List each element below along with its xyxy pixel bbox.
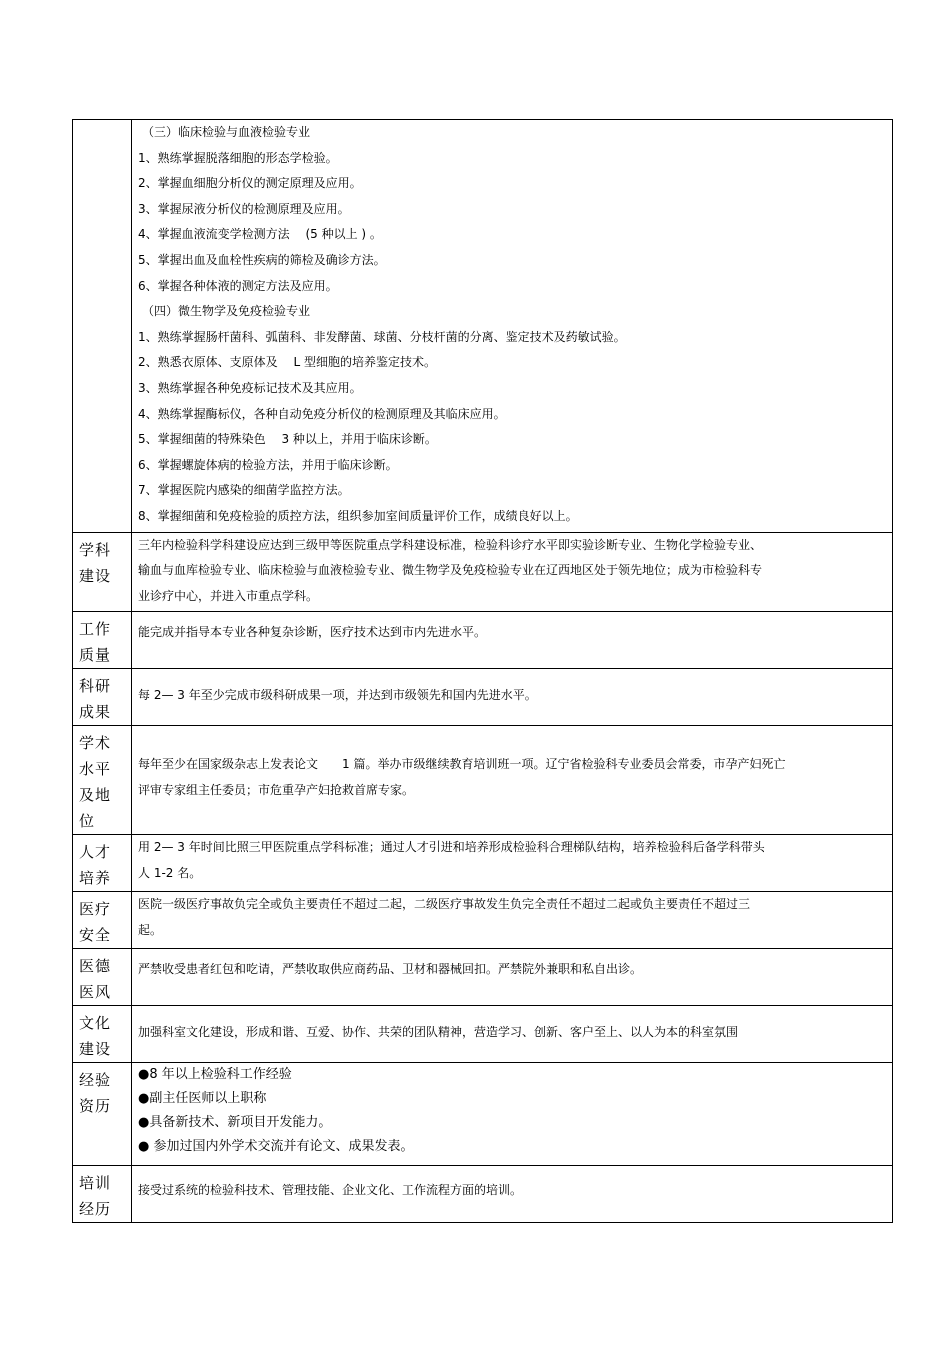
section-work-quality-content-cell: [132, 612, 893, 669]
content-line: 1、熟练掌握肠杆菌科、弧菌科、非发酵菌、球菌、分枝杆菌的分离、鉴定技术及药敏试验。: [138, 329, 626, 344]
content-line: 加强科室文化建设，形成和谐、互爱、协作、共荣的团队精神，营造学习、创新、客户至上、以人为本的科室氛围: [138, 1025, 739, 1040]
row-label: [73, 612, 131, 668]
section-training-label-cell: [73, 1166, 132, 1223]
row-label-line: 医德: [79, 957, 112, 976]
row-label-line: 医疗: [79, 900, 112, 919]
section-academic-level-row: [73, 726, 893, 835]
section-research-results-content-cell: [132, 669, 893, 726]
section-medical-safety-content-cell: [132, 892, 893, 949]
row-label: [73, 726, 131, 834]
row-label-line: 建设: [79, 1040, 112, 1059]
content-line: 2、掌握血细胞分析仪的测定原理及应用。: [138, 176, 362, 191]
section-experience-label-cell: [73, 1063, 132, 1166]
row-label-line: 培养: [79, 869, 112, 888]
row-label-line: 学术: [79, 734, 112, 753]
content-line: 6、掌握各种体液的测定方法及应用。: [138, 278, 338, 293]
section-talent-training-row: [73, 835, 893, 892]
content-line: 评审专家组主任委员；市危重孕产妇抢救首席专家。: [138, 782, 415, 797]
section-culture-building-content-cell: [132, 1006, 893, 1063]
section-academic-level-content-cell: [132, 726, 893, 835]
content-line: ●具备新技术、新项目开发能力。: [138, 1115, 332, 1131]
content-line: 输血与血库检验专业、临床检验与血液检验专业、微生物学及免疫检验专业在辽西地区处于领先地位；成为市检验科专: [138, 563, 763, 578]
row-label-line: 及地: [79, 786, 112, 805]
content-line: 3、掌握尿液分析仪的检测原理及应用。: [138, 201, 350, 216]
content-line: （四）微生物学及免疫检验专业: [142, 304, 311, 319]
row-label-line: 质量: [79, 646, 112, 665]
row-label: [73, 669, 131, 725]
content-line: 业诊疗中心，并进入市重点学科。: [138, 588, 319, 603]
section-research-results-row: [73, 669, 893, 726]
content-line: 用 2— 3 年时间比照三甲医院重点学科标准；通过人才引进和培养形成检验科合理梯队结构，培养检验科后备学科带头: [138, 840, 765, 855]
row-label-line: 水平: [79, 760, 112, 779]
row-label-line: 医风: [79, 983, 112, 1002]
row-label: [73, 1166, 131, 1222]
section-research-results-label-cell: [73, 669, 132, 726]
row-label-line: 位: [79, 812, 96, 831]
content-line: 每 2— 3 年至少完成市级科研成果一项，并达到市级领先和国内先进水平。: [138, 688, 537, 703]
content-line: 严禁收受患者红包和吃请，严禁收取供应商药品、卫材和器械回扣。严禁院外兼职和私自出诊。: [138, 962, 643, 977]
content-line: 三年内检验科学科建设应达到三级甲等医院重点学科建设标准，检验科诊疗水平即实验诊断专业、生物化学检验专业、: [138, 537, 763, 552]
section-medical-ethics-label-cell: [73, 949, 132, 1006]
content-line: 7、掌握医院内感染的细菌学监控方法。: [138, 483, 350, 498]
content-line: 每年至少在国家级杂志上发表论文 1 篇。举办市级继续教育培训班一项。辽宁省检验科专业委员会常委，市孕产妇死亡: [138, 757, 786, 772]
row-label-line: 经验: [79, 1071, 112, 1090]
row-label-line: 成果: [79, 703, 112, 722]
section-culture-building-label-cell: [73, 1006, 132, 1063]
section-medical-ethics-row: [73, 949, 893, 1006]
job-requirements-table: [72, 119, 893, 1223]
content-line: 8、掌握细菌和免疫检验的质控方法，组织参加室间质量评价工作，成绩良好以上。: [138, 508, 578, 523]
content-line: 5、掌握细菌的特殊染色 3 种以上，并用于临床诊断。: [138, 432, 437, 447]
content-line: ●8 年以上检验科工作经验: [138, 1067, 292, 1083]
section-work-quality-label-cell: [73, 612, 132, 669]
content-line: 能完成并指导本专业各种复杂诊断，医疗技术达到市内先进水平。: [138, 625, 487, 640]
section-specialty-skills-content-cell: [132, 120, 893, 533]
section-culture-building-row: [73, 1006, 893, 1063]
section-specialty-skills-label-cell: [73, 120, 132, 533]
content-line: （三）临床检验与血液检验专业: [142, 125, 311, 139]
row-label-line: 学科: [79, 540, 112, 559]
content-line: ●副主任医师以上职称: [138, 1091, 267, 1107]
section-specialty-skills-row: [73, 120, 893, 533]
row-label: [73, 1063, 131, 1119]
row-label-line: 文化: [79, 1014, 112, 1033]
content-line: 4、熟练掌握酶标仪，各种自动免疫分析仪的检测原理及其临床应用。: [138, 406, 506, 421]
section-experience-row: [73, 1063, 893, 1166]
row-label-line: 培训: [79, 1174, 112, 1193]
section-discipline-building-row: [73, 532, 893, 612]
section-medical-safety-label-cell: [73, 892, 132, 949]
row-label-line: 建设: [79, 566, 112, 585]
row-label-line: 安全: [79, 926, 112, 945]
row-label: [73, 949, 131, 1005]
section-training-row: [73, 1166, 893, 1223]
content-line: 人 1-2 名。: [138, 865, 202, 880]
content-line: 3、熟练掌握各种免疫标记技术及其应用。: [138, 380, 362, 395]
content-line: 1、熟练掌握脱落细胞的形态学检验。: [138, 150, 338, 165]
row-label: [73, 835, 131, 891]
section-talent-training-label-cell: [73, 835, 132, 892]
row-label-line: 经历: [79, 1200, 112, 1219]
section-academic-level-label-cell: [73, 726, 132, 835]
row-label: [73, 892, 131, 948]
row-label: [73, 533, 131, 589]
section-experience-content-cell: [132, 1063, 893, 1166]
row-label-line: 工作: [79, 620, 112, 639]
row-label-line: 资历: [79, 1097, 112, 1116]
section-work-quality-row: [73, 612, 893, 669]
content-line: 起。: [138, 922, 163, 937]
table-body: [73, 120, 893, 1223]
content-line: 2、熟悉衣原体、支原体及 L 型细胞的培养鉴定技术。: [138, 355, 436, 370]
section-talent-training-content-cell: [132, 835, 893, 892]
content-line: 医院一级医疗事故负完全或负主要责任不超过二起，二级医疗事故发生负完全责任不超过二起或负主要责任不超过三: [138, 897, 751, 912]
section-medical-ethics-content-cell: [132, 949, 893, 1006]
section-medical-safety-row: [73, 892, 893, 949]
section-discipline-building-label-cell: [73, 532, 132, 612]
section-training-content-cell: [132, 1166, 893, 1223]
content-line: 接受过系统的检验科技术、管理技能、企业文化、工作流程方面的培训。: [138, 1183, 523, 1198]
content-line: 5、掌握出血及血栓性疾病的筛检及确诊方法。: [138, 252, 386, 267]
row-label-line: 人才: [79, 843, 112, 862]
content-line: 6、掌握螺旋体病的检验方法，并用于临床诊断。: [138, 457, 398, 472]
content-line: 4、掌握血液流变学检测方法 (5 种以上 ) 。: [138, 227, 382, 242]
row-label-line: 科研: [79, 677, 112, 696]
row-label: [73, 120, 131, 124]
row-label: [73, 1006, 131, 1062]
content-line: ● 参加过国内外学术交流并有论文、成果发表。: [138, 1139, 414, 1155]
section-discipline-building-content-cell: [132, 532, 893, 612]
